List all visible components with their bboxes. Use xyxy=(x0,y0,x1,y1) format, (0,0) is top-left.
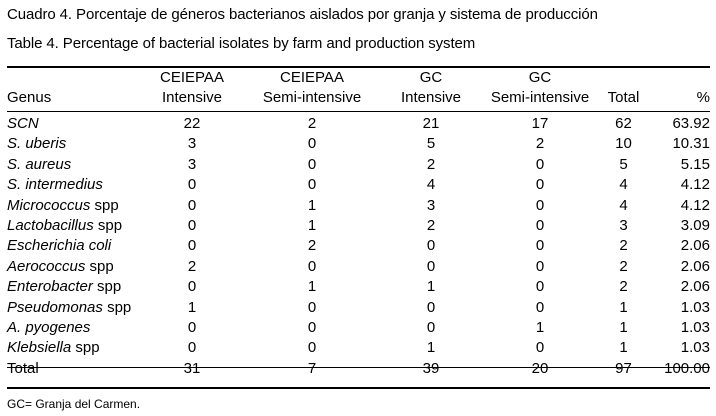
genus-suffix: spp xyxy=(71,339,100,357)
value-cell: 0 xyxy=(426,319,436,337)
value-cell: 0 xyxy=(535,155,545,173)
genus-cell xyxy=(7,216,137,236)
table-row xyxy=(7,298,710,318)
value-cell: 1.03 xyxy=(680,319,710,337)
genus-suffix: spp xyxy=(92,278,122,296)
footnote: GC= Granja del Carmen. xyxy=(7,397,141,411)
header-row-2 xyxy=(7,88,710,108)
value-cell: 0 xyxy=(307,135,317,153)
value-cell: 1 xyxy=(535,319,545,337)
value-cell: 63.92 xyxy=(672,115,710,132)
value-cell: 0 xyxy=(426,298,436,316)
isolates-table xyxy=(7,68,710,379)
value-cell: 2 xyxy=(619,237,628,255)
header-gc-semi-farm: GC xyxy=(528,69,552,86)
genus-suffix: spp xyxy=(90,196,119,214)
table-row xyxy=(7,338,710,358)
genus-name: Lactobacillus xyxy=(7,217,94,235)
value-cell: 3.09 xyxy=(680,217,710,235)
value-cell: 1 xyxy=(426,278,436,296)
table-row xyxy=(7,216,710,236)
value-cell: 4 xyxy=(619,196,628,214)
genus-name: Aerococcus xyxy=(7,257,86,275)
table-row xyxy=(7,196,710,216)
value-cell: 0 xyxy=(535,237,545,255)
value-cell: 2 xyxy=(426,217,436,235)
table-bottom-rule xyxy=(7,387,710,389)
value-cell: 2 xyxy=(307,115,317,132)
value-cell: 1 xyxy=(619,339,628,357)
total-label: Total xyxy=(7,359,39,377)
genus-cell xyxy=(7,257,137,277)
header-ceiepaa-intensive-system: Intensive xyxy=(161,89,223,106)
value-cell: 0 xyxy=(307,319,317,337)
value-cell: 0 xyxy=(307,176,317,194)
value-cell: 10 xyxy=(615,135,632,153)
value-cell: 1 xyxy=(307,196,317,214)
value-cell: 0 xyxy=(535,257,545,275)
header-gc-semi-system: Semi-intensive xyxy=(490,89,590,106)
value-cell: 1.03 xyxy=(680,298,710,316)
genus-name: Escherichia coli xyxy=(7,237,112,255)
header-percent: % xyxy=(696,89,710,106)
genus-name: A. pyogenes xyxy=(7,319,91,337)
table-row xyxy=(7,114,710,134)
genus-name: S. intermedius xyxy=(7,176,103,194)
genus-cell xyxy=(7,298,137,318)
header-total: Total xyxy=(607,89,640,106)
table-row xyxy=(7,277,710,297)
table-row xyxy=(7,318,710,338)
table-row xyxy=(7,236,710,256)
value-cell: 1 xyxy=(307,278,317,296)
value-cell: 0 xyxy=(187,319,197,337)
value-cell: 2.06 xyxy=(680,257,710,275)
value-cell: 2 xyxy=(535,135,545,153)
value-cell: 5 xyxy=(619,155,628,173)
table-row xyxy=(7,155,710,175)
header-ceiepaa-semi-system: Semi-intensive xyxy=(262,89,362,106)
value-cell: 0 xyxy=(187,217,197,235)
caption-english: Table 4. Percentage of bacterial isolates by farm and production system xyxy=(7,35,476,52)
value-cell: 0 xyxy=(535,339,545,357)
value-cell: 2 xyxy=(426,155,436,173)
header-gc-intensive-farm: GC xyxy=(419,69,443,86)
header-ceiepaa-intensive-farm: CEIEPAA xyxy=(160,69,224,86)
value-cell: 62 xyxy=(615,115,632,132)
header-row-1 xyxy=(7,68,710,88)
genus-cell xyxy=(7,114,137,134)
genus-suffix: spp xyxy=(102,298,132,316)
value-cell: 0 xyxy=(307,257,317,275)
value-cell: 0 xyxy=(426,257,436,275)
value-cell: 5.15 xyxy=(680,155,710,173)
value-cell: 0 xyxy=(535,278,545,296)
total-cell: 20 xyxy=(531,359,549,377)
value-cell: 1 xyxy=(426,339,436,357)
value-cell: 0 xyxy=(535,196,545,214)
value-cell: 0 xyxy=(187,176,197,194)
value-cell: 0 xyxy=(426,237,436,255)
genus-cell xyxy=(7,338,137,358)
total-cell: 7 xyxy=(307,359,317,377)
caption-spanish: Cuadro 4. Porcentaje de géneros bacterianos aislados por granja y sistema de producción xyxy=(7,6,598,23)
genus-suffix: spp xyxy=(85,257,114,275)
genus-cell xyxy=(7,134,137,154)
table-row xyxy=(7,257,710,277)
value-cell: 2 xyxy=(619,257,628,275)
value-cell: 0 xyxy=(535,176,545,194)
genus-cell xyxy=(7,175,137,195)
value-cell: 1 xyxy=(307,217,317,235)
total-row xyxy=(7,359,710,379)
value-cell: 22 xyxy=(183,115,201,132)
header-gc-intensive-system: Intensive xyxy=(400,89,462,106)
genus-suffix: spp xyxy=(93,217,123,235)
value-cell: 0 xyxy=(187,278,197,296)
value-cell: 0 xyxy=(307,298,317,316)
genus-name: S. uberis xyxy=(7,135,67,153)
value-cell: 2 xyxy=(619,278,628,296)
genus-cell xyxy=(7,196,137,216)
value-cell: 4.12 xyxy=(680,176,710,194)
value-cell: 3 xyxy=(619,217,628,235)
value-cell: 4 xyxy=(619,176,628,194)
value-cell: 3 xyxy=(187,135,197,153)
value-cell: 0 xyxy=(187,237,197,255)
genus-name: S. aureus xyxy=(7,155,72,173)
header-percent-spacer xyxy=(652,68,710,88)
value-cell: 0 xyxy=(307,339,317,357)
value-cell: 3 xyxy=(187,155,197,173)
value-cell: 2.06 xyxy=(680,278,710,296)
total-cell: 97 xyxy=(615,359,632,377)
value-cell: 2 xyxy=(187,257,197,275)
header-genus-spacer xyxy=(7,68,137,88)
value-cell: 0 xyxy=(187,196,197,214)
genus-cell xyxy=(7,236,137,256)
genus-name: Enterobacter xyxy=(7,278,93,296)
value-cell: 1 xyxy=(619,298,628,316)
genus-name: Pseudomonas xyxy=(7,298,103,316)
value-cell: 1.03 xyxy=(680,339,710,357)
value-cell: 17 xyxy=(531,115,549,132)
genus-name: Klebsiella xyxy=(7,339,72,357)
genus-name: SCN xyxy=(7,115,39,132)
value-cell: 4.12 xyxy=(680,196,710,214)
value-cell: 5 xyxy=(426,135,436,153)
value-cell: 0 xyxy=(535,298,545,316)
value-cell: 2 xyxy=(307,237,317,255)
genus-name: Micrococcus xyxy=(7,196,91,214)
value-cell: 2.06 xyxy=(680,237,710,255)
table-row xyxy=(7,175,710,195)
total-cell: 100.00 xyxy=(664,359,710,377)
value-cell: 0 xyxy=(535,217,545,235)
value-cell: 0 xyxy=(187,339,197,357)
total-cell: 31 xyxy=(183,359,201,377)
genus-cell xyxy=(7,318,137,338)
header-total-spacer xyxy=(595,68,652,88)
genus-cell xyxy=(7,155,137,175)
header-genus: Genus xyxy=(7,89,52,106)
value-cell: 21 xyxy=(422,115,440,132)
value-cell: 0 xyxy=(307,155,317,173)
total-cell: 39 xyxy=(422,359,440,377)
table-row xyxy=(7,134,710,154)
value-cell: 1 xyxy=(619,319,628,337)
genus-cell xyxy=(7,277,137,297)
value-cell: 1 xyxy=(187,298,197,316)
header-ceiepaa-semi-farm: CEIEPAA xyxy=(280,69,344,86)
value-cell: 3 xyxy=(426,196,436,214)
value-cell: 4 xyxy=(426,176,436,194)
value-cell: 10.31 xyxy=(672,135,710,153)
